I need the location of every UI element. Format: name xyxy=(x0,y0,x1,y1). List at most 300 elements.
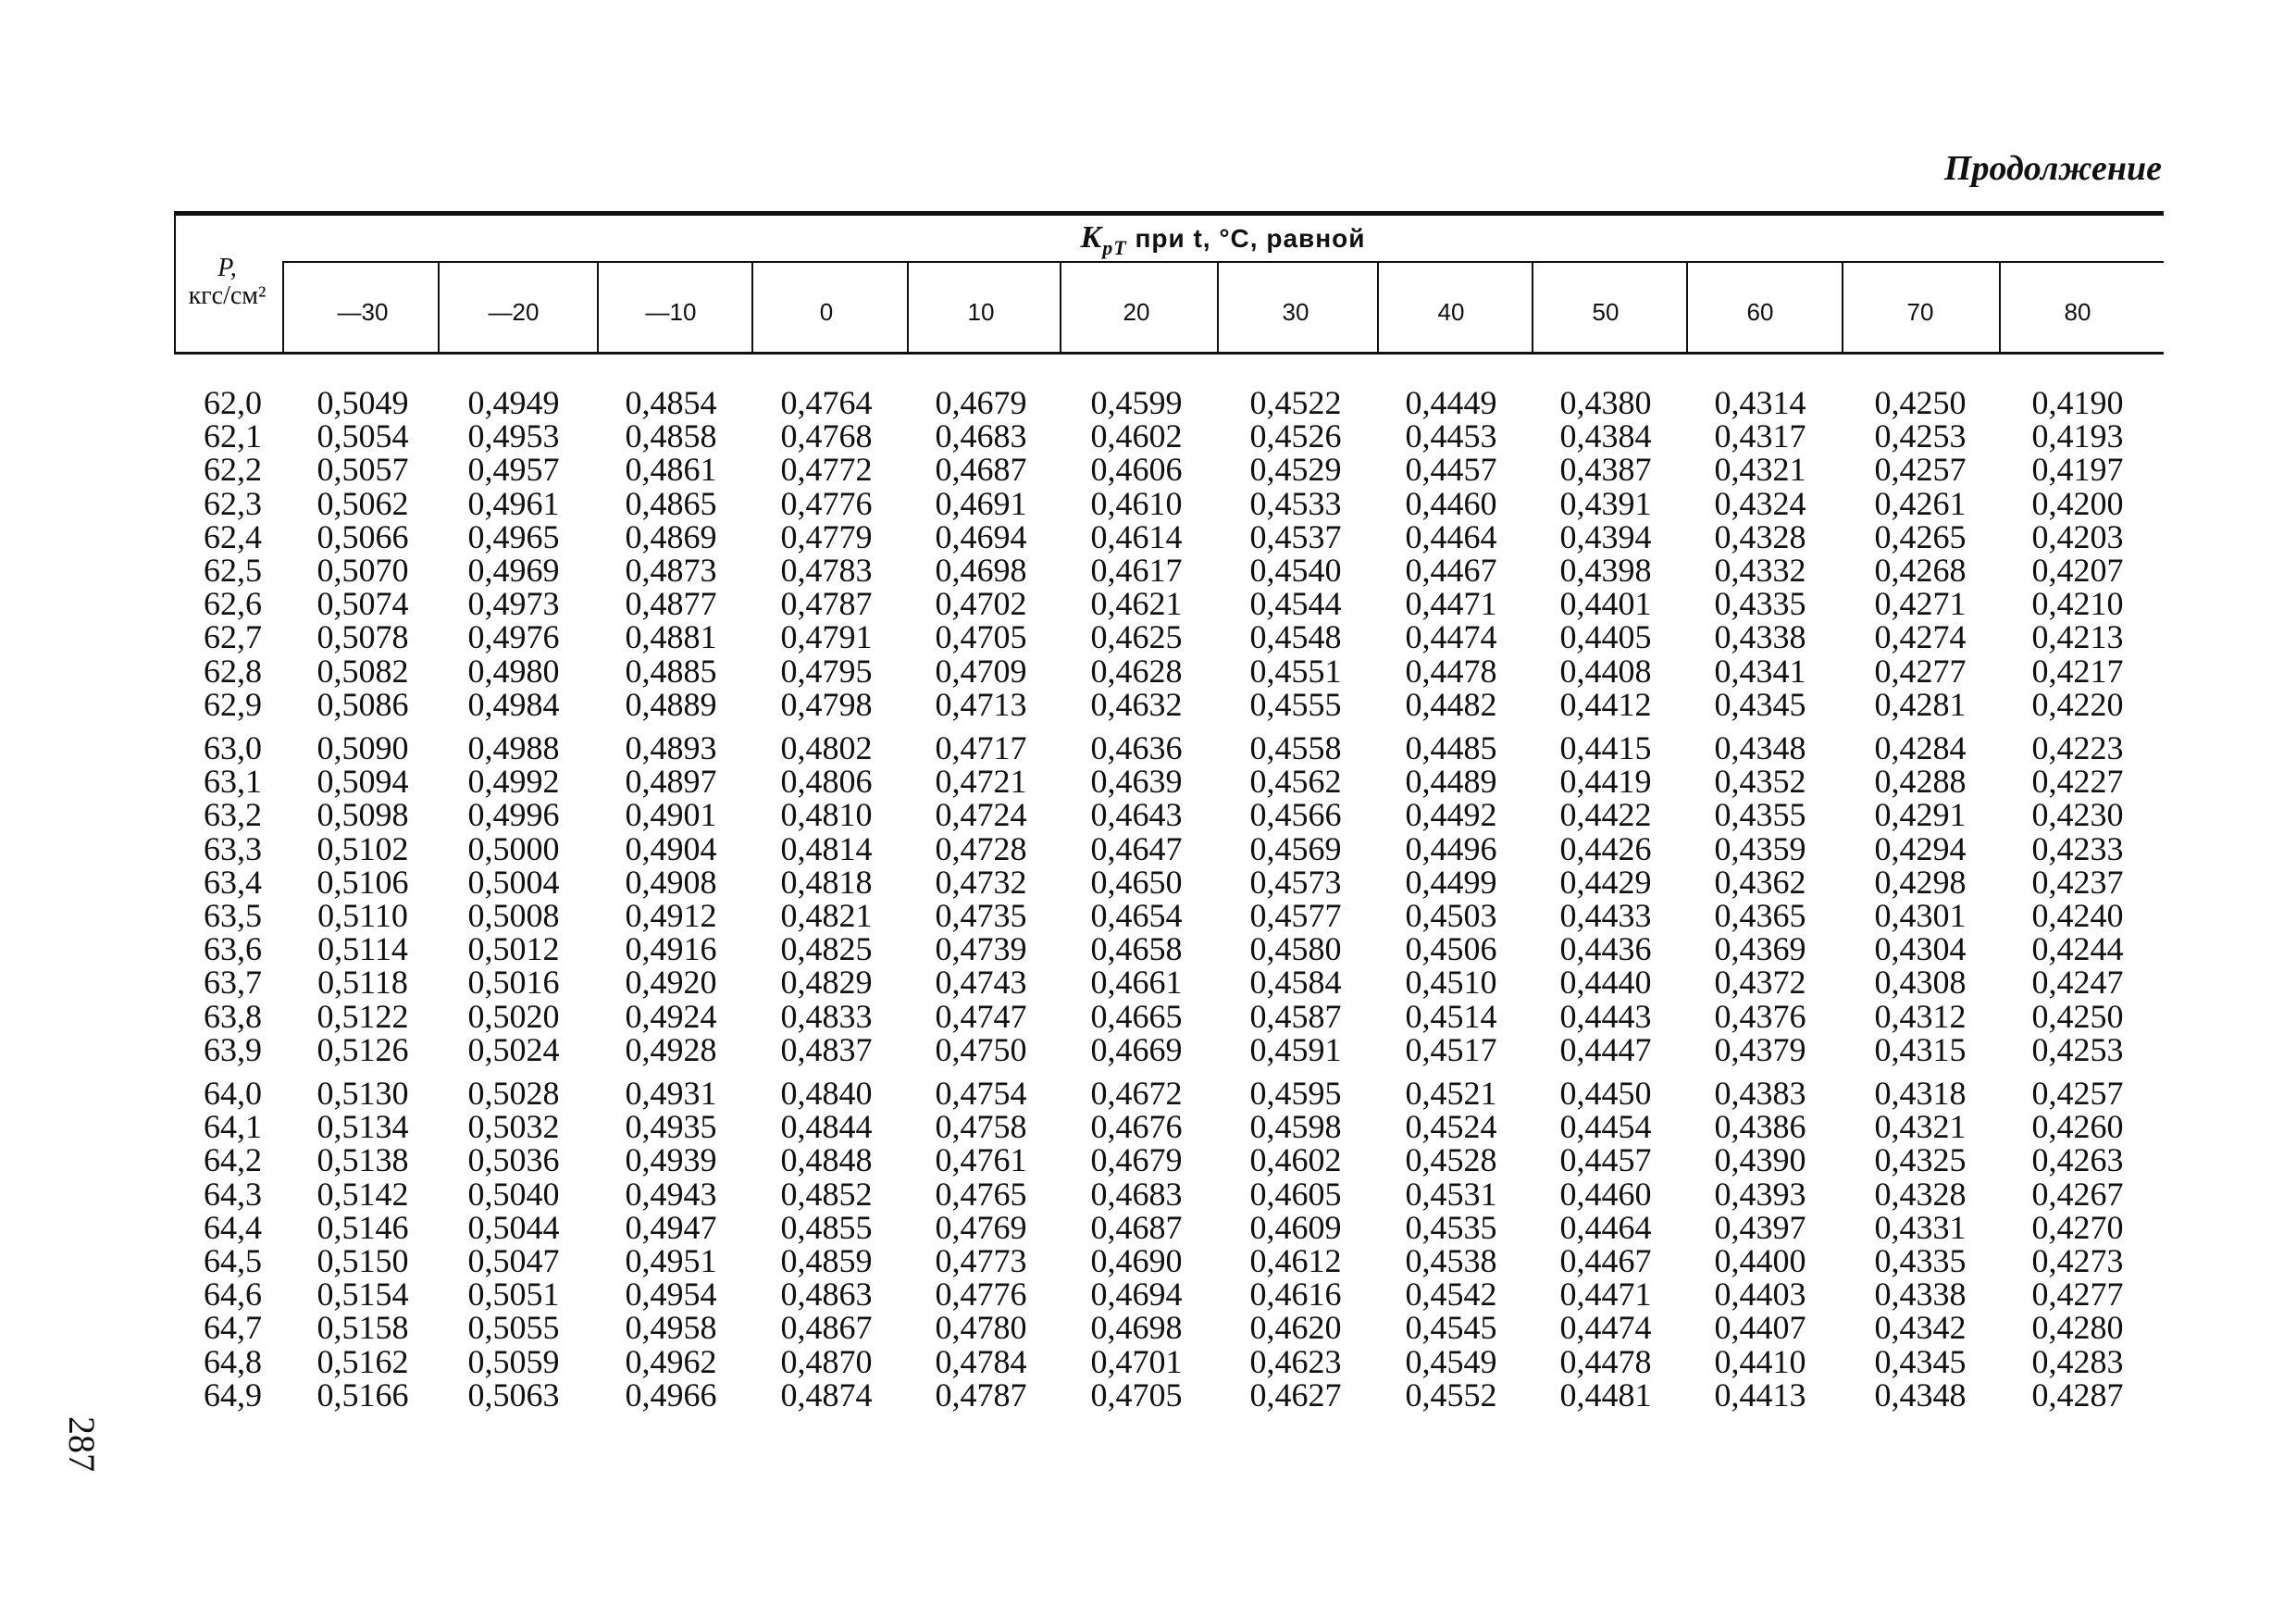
pressure-value: 64,7 xyxy=(204,1309,262,1347)
kpt-value-cell: 0,4612 xyxy=(1249,1242,1342,1279)
kpt-value-cell: 0,4277 xyxy=(2031,1276,2124,1314)
kpt-value-cell: 0,4939 xyxy=(625,1141,717,1179)
kpt-value-cell: 0,4988 xyxy=(467,729,560,766)
kpt-value-cell: 0,4291 xyxy=(1874,796,1967,834)
kpt-value-cell: 0,4551 xyxy=(1249,652,1342,690)
kpt-value-cell: 0,4210 xyxy=(2031,585,2124,623)
kpt-value-cell: 0,4821 xyxy=(780,897,873,934)
header-column-divider xyxy=(1060,263,1061,352)
kpt-value-cell: 0,5070 xyxy=(316,552,409,589)
pressure-value: 62,7 xyxy=(204,618,262,656)
kpt-value-cell: 0,4304 xyxy=(1874,930,1967,968)
kpt-value-cell: 0,4531 xyxy=(1405,1175,1497,1213)
kpt-value-cell: 0,4791 xyxy=(780,618,873,656)
kpt-value-cell: 0,4433 xyxy=(1559,897,1652,934)
kpt-value-cell: 0,4342 xyxy=(1874,1309,1967,1347)
kpt-value-cell: 0,4966 xyxy=(625,1376,717,1414)
kpt-value-cell: 0,4735 xyxy=(935,897,1027,934)
kpt-value-cell: 0,5004 xyxy=(467,863,560,901)
kpt-value-cell: 0,4369 xyxy=(1714,930,1806,968)
kpt-value-cell: 0,5054 xyxy=(316,417,409,455)
header-column-divider xyxy=(1999,263,2001,352)
kpt-value-cell: 0,4401 xyxy=(1559,585,1652,623)
kpt-value-cell: 0,4440 xyxy=(1559,964,1652,1002)
kpt-value-cell: 0,5008 xyxy=(467,897,560,934)
kpt-value-cell: 0,4308 xyxy=(1874,964,1967,1002)
kpt-value-cell: 0,5090 xyxy=(316,729,409,766)
kpt-value-cell: 0,5142 xyxy=(316,1175,409,1213)
kpt-value-cell: 0,4833 xyxy=(780,997,873,1035)
kpt-value-cell: 0,4912 xyxy=(625,897,717,934)
kpt-value-cell: 0,4858 xyxy=(625,417,717,455)
table-top-rule xyxy=(174,211,2164,216)
kpt-value-cell: 0,4840 xyxy=(780,1075,873,1112)
kpt-value-cell: 0,4980 xyxy=(467,652,560,690)
kpt-value-cell: 0,4949 xyxy=(467,384,560,421)
kpt-value-cell: 0,4694 xyxy=(1090,1276,1183,1314)
kpt-value-cell: 0,4874 xyxy=(780,1376,873,1414)
temperature-header: 60 xyxy=(1746,298,1774,326)
kpt-value-cell: 0,4965 xyxy=(467,517,560,555)
kpt-value-cell: 0,4410 xyxy=(1714,1342,1806,1380)
kpt-value-cell: 0,4728 xyxy=(935,829,1027,867)
kpt-value-cell: 0,4237 xyxy=(2031,863,2124,901)
kpt-value-cell: 0,4769 xyxy=(935,1208,1027,1246)
kpt-value-cell: 0,4610 xyxy=(1090,484,1183,522)
kpt-value-cell: 0,4233 xyxy=(2031,829,2124,867)
kpt-value-cell: 0,5078 xyxy=(316,618,409,656)
header-divider-rule xyxy=(282,261,2164,263)
kpt-value-cell: 0,4969 xyxy=(467,552,560,589)
kpt-value-cell: 0,4679 xyxy=(1090,1141,1183,1179)
kpt-value-cell: 0,4415 xyxy=(1559,729,1652,766)
kpt-value-cell: 0,4908 xyxy=(625,863,717,901)
kpt-value-cell: 0,4496 xyxy=(1405,829,1497,867)
kpt-value-cell: 0,4506 xyxy=(1405,930,1497,968)
pressure-value: 63,5 xyxy=(204,897,262,934)
kpt-value-cell: 0,4779 xyxy=(780,517,873,555)
kpt-value-cell: 0,4545 xyxy=(1405,1309,1497,1347)
header-column-divider xyxy=(282,263,284,352)
kpt-value-cell: 0,4625 xyxy=(1090,618,1183,656)
kpt-value-cell: 0,4271 xyxy=(1874,585,1967,623)
kpt-value-cell: 0,4261 xyxy=(1874,484,1967,522)
kpt-value-cell: 0,5028 xyxy=(467,1075,560,1112)
kpt-value-cell: 0,4260 xyxy=(2031,1108,2124,1146)
kpt-value-cell: 0,4284 xyxy=(1874,729,1967,766)
pressure-value: 63,3 xyxy=(204,829,262,867)
kpt-value-cell: 0,4935 xyxy=(625,1108,717,1146)
kpt-value-cell: 0,4591 xyxy=(1249,1030,1342,1068)
kpt-value-cell: 0,4928 xyxy=(625,1030,717,1068)
kpt-value-cell: 0,4616 xyxy=(1249,1276,1342,1314)
kpt-value-cell: 0,4467 xyxy=(1405,552,1497,589)
kpt-value-cell: 0,4783 xyxy=(780,552,873,589)
kpt-value-cell: 0,4743 xyxy=(935,964,1027,1002)
kpt-value-cell: 0,5063 xyxy=(467,1376,560,1414)
kpt-value-cell: 0,4230 xyxy=(2031,796,2124,834)
kpt-value-cell: 0,4885 xyxy=(625,652,717,690)
kpt-value-cell: 0,4521 xyxy=(1405,1075,1497,1112)
temperature-header: 30 xyxy=(1282,298,1309,326)
kpt-value-cell: 0,4698 xyxy=(935,552,1027,589)
kpt-value-cell: 0,4449 xyxy=(1405,384,1497,421)
kpt-value-cell: 0,4338 xyxy=(1714,618,1806,656)
kpt-value-cell: 0,4555 xyxy=(1249,685,1342,723)
kpt-value-cell: 0,4573 xyxy=(1249,863,1342,901)
kpt-value-cell: 0,4654 xyxy=(1090,897,1183,934)
kpt-value-cell: 0,5086 xyxy=(316,685,409,723)
kpt-value-cell: 0,4335 xyxy=(1874,1242,1967,1279)
kpt-value-cell: 0,4478 xyxy=(1405,652,1497,690)
kpt-value-cell: 0,4754 xyxy=(935,1075,1027,1112)
kpt-value-cell: 0,4471 xyxy=(1405,585,1497,623)
kpt-value-cell: 0,4298 xyxy=(1874,863,1967,901)
kpt-value-cell: 0,4776 xyxy=(935,1276,1027,1314)
kpt-value-cell: 0,4580 xyxy=(1249,930,1342,968)
kpt-value-cell: 0,4362 xyxy=(1714,863,1806,901)
kpt-value-cell: 0,4687 xyxy=(1090,1208,1183,1246)
pressure-value: 63,2 xyxy=(204,796,262,834)
kpt-symbol: K xyxy=(1080,220,1103,255)
kpt-value-cell: 0,4257 xyxy=(1874,451,1967,489)
kpt-value-cell: 0,4772 xyxy=(780,451,873,489)
kpt-caption: при t, °C, равной xyxy=(1126,224,1366,253)
temperature-header: 10 xyxy=(967,298,995,326)
kpt-value-cell: 0,4602 xyxy=(1249,1141,1342,1179)
kpt-value-cell: 0,4253 xyxy=(2031,1030,2124,1068)
kpt-value-cell: 0,4943 xyxy=(625,1175,717,1213)
kpt-value-cell: 0,4457 xyxy=(1405,451,1497,489)
kpt-value-cell: 0,4244 xyxy=(2031,930,2124,968)
kpt-value-cell: 0,5057 xyxy=(316,451,409,489)
pressure-value: 64,9 xyxy=(204,1376,262,1414)
header-column-divider xyxy=(1377,263,1379,352)
kpt-value-cell: 0,4795 xyxy=(780,652,873,690)
kpt-value-cell: 0,5162 xyxy=(316,1342,409,1380)
kpt-value-cell: 0,4764 xyxy=(780,384,873,421)
kpt-value-cell: 0,4621 xyxy=(1090,585,1183,623)
kpt-value-cell: 0,4787 xyxy=(780,585,873,623)
header-column-divider xyxy=(751,263,753,352)
kpt-value-cell: 0,4464 xyxy=(1559,1208,1652,1246)
kpt-value-cell: 0,4954 xyxy=(625,1276,717,1314)
continuation-label: Продолжение xyxy=(1943,149,2162,188)
kpt-value-cell: 0,5118 xyxy=(317,964,408,1002)
kpt-value-cell: 0,4709 xyxy=(935,652,1027,690)
kpt-value-cell: 0,4758 xyxy=(935,1108,1027,1146)
kpt-value-cell: 0,4474 xyxy=(1405,618,1497,656)
kpt-value-cell: 0,4721 xyxy=(935,763,1027,801)
kpt-value-cell: 0,4614 xyxy=(1090,517,1183,555)
kpt-value-cell: 0,4348 xyxy=(1714,729,1806,766)
kpt-value-cell: 0,4694 xyxy=(935,517,1027,555)
kpt-value-cell: 0,4605 xyxy=(1249,1175,1342,1213)
kpt-value-cell: 0,4294 xyxy=(1874,829,1967,867)
header-column-divider xyxy=(1217,263,1219,352)
kpt-value-cell: 0,4325 xyxy=(1874,1141,1967,1179)
kpt-value-cell: 0,4776 xyxy=(780,484,873,522)
kpt-value-cell: 0,5102 xyxy=(316,829,409,867)
temperature-header: 70 xyxy=(1906,298,1934,326)
kpt-value-cell: 0,5150 xyxy=(316,1242,409,1279)
kpt-value-cell: 0,5138 xyxy=(316,1141,409,1179)
pressure-value: 63,0 xyxy=(204,729,262,766)
kpt-value-cell: 0,4552 xyxy=(1405,1376,1497,1414)
kpt-value-cell: 0,4961 xyxy=(467,484,560,522)
kpt-value-cell: 0,4901 xyxy=(625,796,717,834)
kpt-value-cell: 0,4962 xyxy=(625,1342,717,1380)
kpt-value-cell: 0,4863 xyxy=(780,1276,873,1314)
kpt-value-cell: 0,4540 xyxy=(1249,552,1342,589)
kpt-value-cell: 0,4632 xyxy=(1090,685,1183,723)
kpt-value-cell: 0,4535 xyxy=(1405,1208,1497,1246)
temperature-header: 20 xyxy=(1123,298,1150,326)
kpt-value-cell: 0,4355 xyxy=(1714,796,1806,834)
kpt-value-cell: 0,4390 xyxy=(1714,1141,1806,1179)
kpt-value-cell: 0,4408 xyxy=(1559,652,1652,690)
pressure-value: 62,1 xyxy=(204,417,262,455)
kpt-value-cell: 0,5074 xyxy=(316,585,409,623)
kpt-value-cell: 0,4806 xyxy=(780,763,873,801)
kpt-value-cell: 0,4643 xyxy=(1090,796,1183,834)
kpt-value-cell: 0,4617 xyxy=(1090,552,1183,589)
kpt-value-cell: 0,4602 xyxy=(1090,417,1183,455)
kpt-value-cell: 0,4829 xyxy=(780,964,873,1002)
kpt-value-cell: 0,4599 xyxy=(1090,384,1183,421)
kpt-value-cell: 0,4324 xyxy=(1714,484,1806,522)
kpt-value-cell: 0,4784 xyxy=(935,1342,1027,1380)
kpt-value-cell: 0,4528 xyxy=(1405,1141,1497,1179)
kpt-value-cell: 0,4893 xyxy=(625,729,717,766)
kpt-value-cell: 0,4397 xyxy=(1714,1208,1806,1246)
pressure-value: 64,2 xyxy=(204,1141,262,1179)
kpt-value-cell: 0,5130 xyxy=(316,1075,409,1112)
kpt-value-cell: 0,4359 xyxy=(1714,829,1806,867)
kpt-value-cell: 0,4453 xyxy=(1405,417,1497,455)
kpt-value-cell: 0,4533 xyxy=(1249,484,1342,522)
kpt-value-cell: 0,4595 xyxy=(1249,1075,1342,1112)
kpt-value-cell: 0,4717 xyxy=(935,729,1027,766)
kpt-value-cell: 0,5146 xyxy=(316,1208,409,1246)
temperature-header: —10 xyxy=(645,298,697,326)
kpt-value-cell: 0,4267 xyxy=(2031,1175,2124,1213)
kpt-value-cell: 0,4628 xyxy=(1090,652,1183,690)
kpt-value-cell: 0,4623 xyxy=(1249,1342,1342,1380)
kpt-value-cell: 0,5094 xyxy=(316,763,409,801)
kpt-value-cell: 0,4489 xyxy=(1405,763,1497,801)
kpt-value-cell: 0,4818 xyxy=(780,863,873,901)
kpt-value-cell: 0,4705 xyxy=(935,618,1027,656)
kpt-value-cell: 0,4606 xyxy=(1090,451,1183,489)
kpt-value-cell: 0,4482 xyxy=(1405,685,1497,723)
kpt-value-cell: 0,4953 xyxy=(467,417,560,455)
kpt-value-cell: 0,4658 xyxy=(1090,930,1183,968)
kpt-value-cell: 0,4321 xyxy=(1714,451,1806,489)
kpt-value-cell: 0,4992 xyxy=(467,763,560,801)
kpt-value-cell: 0,4220 xyxy=(2031,685,2124,723)
kpt-value-cell: 0,4250 xyxy=(2031,997,2124,1035)
kpt-value-cell: 0,4277 xyxy=(1874,652,1967,690)
kpt-value-cell: 0,4537 xyxy=(1249,517,1342,555)
kpt-value-cell: 0,4436 xyxy=(1559,930,1652,968)
kpt-value-cell: 0,4958 xyxy=(625,1309,717,1347)
kpt-value-cell: 0,4227 xyxy=(2031,763,2124,801)
pressure-value: 62,3 xyxy=(204,484,262,522)
kpt-value-cell: 0,5047 xyxy=(467,1242,560,1279)
kpt-value-cell: 0,4620 xyxy=(1249,1309,1342,1347)
kpt-value-cell: 0,4798 xyxy=(780,685,873,723)
kpt-value-cell: 0,5000 xyxy=(467,829,560,867)
kpt-value-cell: 0,4865 xyxy=(625,484,717,522)
kpt-value-cell: 0,4270 xyxy=(2031,1208,2124,1246)
pressure-value: 64,3 xyxy=(204,1175,262,1213)
kpt-value-cell: 0,4217 xyxy=(2031,652,2124,690)
kpt-value-cell: 0,5059 xyxy=(467,1342,560,1380)
kpt-value-cell: 0,4492 xyxy=(1405,796,1497,834)
kpt-value-cell: 0,4265 xyxy=(1874,517,1967,555)
kpt-value-cell: 0,4538 xyxy=(1405,1242,1497,1279)
kpt-value-cell: 0,4365 xyxy=(1714,897,1806,934)
kpt-value-cell: 0,4443 xyxy=(1559,997,1652,1035)
kpt-value-cell: 0,4422 xyxy=(1559,796,1652,834)
kpt-value-cell: 0,5012 xyxy=(467,930,560,968)
kpt-value-cell: 0,4376 xyxy=(1714,997,1806,1035)
kpt-value-cell: 0,4288 xyxy=(1874,763,1967,801)
kpt-value-cell: 0,4328 xyxy=(1874,1175,1967,1213)
kpt-value-cell: 0,4332 xyxy=(1714,552,1806,589)
kpt-value-cell: 0,5036 xyxy=(467,1141,560,1179)
kpt-value-cell: 0,4403 xyxy=(1714,1276,1806,1314)
kpt-value-cell: 0,4889 xyxy=(625,685,717,723)
kpt-value-cell: 0,4732 xyxy=(935,863,1027,901)
kpt-value-cell: 0,4281 xyxy=(1874,685,1967,723)
kpt-value-cell: 0,4916 xyxy=(625,930,717,968)
kpt-value-cell: 0,5122 xyxy=(316,997,409,1035)
kpt-value-cell: 0,5158 xyxy=(316,1309,409,1347)
kpt-value-cell: 0,4328 xyxy=(1714,517,1806,555)
kpt-value-cell: 0,5154 xyxy=(316,1276,409,1314)
kpt-value-cell: 0,5024 xyxy=(467,1030,560,1068)
kpt-value-cell: 0,4203 xyxy=(2031,517,2124,555)
header-column-divider xyxy=(1532,263,1533,352)
kpt-value-cell: 0,4407 xyxy=(1714,1309,1806,1347)
kpt-value-cell: 0,5051 xyxy=(467,1276,560,1314)
kpt-value-cell: 0,4412 xyxy=(1559,685,1652,723)
kpt-value-cell: 0,4471 xyxy=(1559,1276,1652,1314)
kpt-value-cell: 0,5032 xyxy=(467,1108,560,1146)
kpt-value-cell: 0,4698 xyxy=(1090,1309,1183,1347)
kpt-value-cell: 0,4984 xyxy=(467,685,560,723)
header-column-divider xyxy=(1842,263,1843,352)
kpt-value-cell: 0,4947 xyxy=(625,1208,717,1246)
kpt-value-cell: 0,4274 xyxy=(1874,618,1967,656)
pressure-value: 64,6 xyxy=(204,1276,262,1314)
kpt-value-cell: 0,4542 xyxy=(1405,1276,1497,1314)
kpt-value-cell: 0,5055 xyxy=(467,1309,560,1347)
kpt-value-cell: 0,4517 xyxy=(1405,1030,1497,1068)
kpt-value-cell: 0,4338 xyxy=(1874,1276,1967,1314)
header-column-divider xyxy=(1686,263,1688,352)
pressure-value: 63,9 xyxy=(204,1030,262,1068)
kpt-value-cell: 0,4691 xyxy=(935,484,1027,522)
pressure-value: 64,8 xyxy=(204,1342,262,1380)
kpt-value-cell: 0,4869 xyxy=(625,517,717,555)
kpt-value-cell: 0,4870 xyxy=(780,1342,873,1380)
kpt-value-cell: 0,4873 xyxy=(625,552,717,589)
kpt-value-cell: 0,4587 xyxy=(1249,997,1342,1035)
kpt-value-cell: 0,4524 xyxy=(1405,1108,1497,1146)
kpt-value-cell: 0,4931 xyxy=(625,1075,717,1112)
header-column-divider xyxy=(174,215,176,354)
kpt-value-cell: 0,4810 xyxy=(780,796,873,834)
kpt-value-cell: 0,4247 xyxy=(2031,964,2124,1002)
kpt-value-cell: 0,5016 xyxy=(467,964,560,1002)
header-column-divider xyxy=(597,263,599,352)
kpt-value-cell: 0,4268 xyxy=(1874,552,1967,589)
kpt-value-cell: 0,4867 xyxy=(780,1309,873,1347)
kpt-value-cell: 0,5134 xyxy=(316,1108,409,1146)
kpt-value-cell: 0,4683 xyxy=(935,417,1027,455)
kpt-value-cell: 0,4636 xyxy=(1090,729,1183,766)
kpt-value-cell: 0,4391 xyxy=(1559,484,1652,522)
kpt-value-cell: 0,5040 xyxy=(467,1175,560,1213)
temperature-header: 80 xyxy=(2064,298,2091,326)
kpt-value-cell: 0,4384 xyxy=(1559,417,1652,455)
kpt-value-cell: 0,4253 xyxy=(1874,417,1967,455)
kpt-value-cell: 0,4687 xyxy=(935,451,1027,489)
kpt-value-cell: 0,4747 xyxy=(935,997,1027,1035)
kpt-value-cell: 0,4773 xyxy=(935,1242,1027,1279)
kpt-value-cell: 0,4739 xyxy=(935,930,1027,968)
kpt-value-cell: 0,4679 xyxy=(935,384,1027,421)
pressure-value: 64,4 xyxy=(204,1208,262,1246)
kpt-value-cell: 0,4951 xyxy=(625,1242,717,1279)
kpt-value-cell: 0,4510 xyxy=(1405,964,1497,1002)
pressure-unit: кгс/см² xyxy=(188,281,267,310)
kpt-value-cell: 0,4676 xyxy=(1090,1108,1183,1146)
kpt-value-cell: 0,4549 xyxy=(1405,1342,1497,1380)
kpt-value-cell: 0,4317 xyxy=(1714,417,1806,455)
kpt-value-cell: 0,4627 xyxy=(1249,1376,1342,1414)
kpt-value-cell: 0,4848 xyxy=(780,1141,873,1179)
kpt-value-cell: 0,4460 xyxy=(1405,484,1497,522)
kpt-value-cell: 0,4197 xyxy=(2031,451,2124,489)
pressure-value: 62,4 xyxy=(204,517,262,555)
kpt-value-cell: 0,4250 xyxy=(1874,384,1967,421)
kpt-value-cell: 0,4345 xyxy=(1874,1342,1967,1380)
kpt-value-cell: 0,4639 xyxy=(1090,763,1183,801)
pressure-value: 63,7 xyxy=(204,964,262,1002)
kpt-value-cell: 0,4312 xyxy=(1874,997,1967,1035)
kpt-value-cell: 0,4193 xyxy=(2031,417,2124,455)
kpt-value-cell: 0,4544 xyxy=(1249,585,1342,623)
kpt-value-cell: 0,5126 xyxy=(316,1030,409,1068)
kpt-value-cell: 0,4387 xyxy=(1559,451,1652,489)
kpt-value-cell: 0,4514 xyxy=(1405,997,1497,1035)
kpt-value-cell: 0,4562 xyxy=(1249,763,1342,801)
kpt-value-cell: 0,4283 xyxy=(2031,1342,2124,1380)
kpt-value-cell: 0,4647 xyxy=(1090,829,1183,867)
kpt-value-cell: 0,4485 xyxy=(1405,729,1497,766)
kpt-value-cell: 0,4383 xyxy=(1714,1075,1806,1112)
pressure-value: 62,9 xyxy=(204,685,262,723)
kpt-value-cell: 0,4318 xyxy=(1874,1075,1967,1112)
kpt-value-cell: 0,5020 xyxy=(467,997,560,1035)
kpt-value-cell: 0,4405 xyxy=(1559,618,1652,656)
pressure-value: 62,6 xyxy=(204,585,262,623)
kpt-value-cell: 0,4920 xyxy=(625,964,717,1002)
